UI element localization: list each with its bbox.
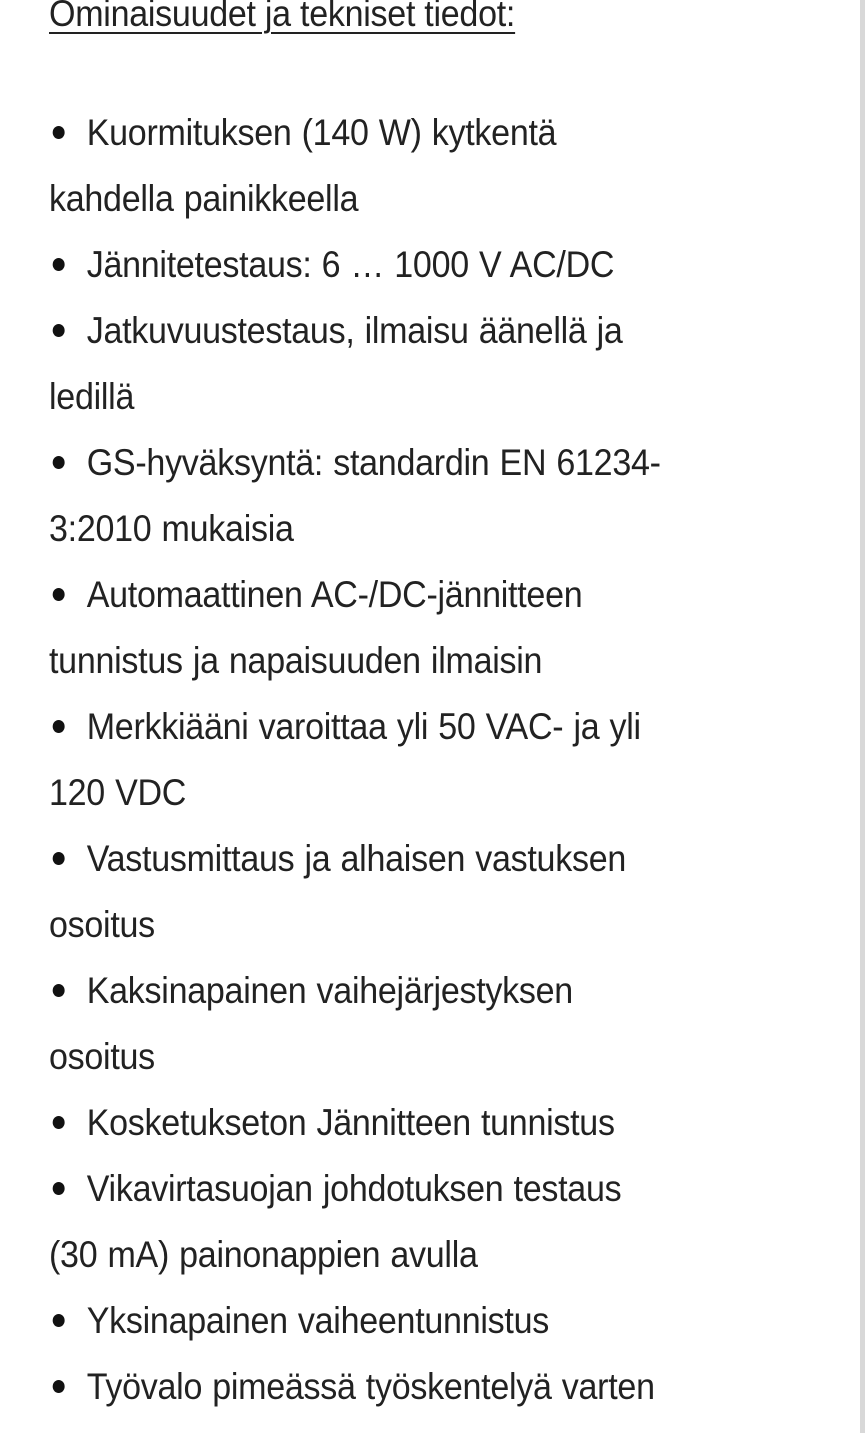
feature-text: Yksinapainen vaiheentunnistus bbox=[86, 1300, 549, 1341]
feature-text: Jatkuvuustestaus, ilmaisu äänellä ja bbox=[86, 310, 623, 351]
list-item bbox=[49, 1288, 767, 1354]
feature-list bbox=[49, 100, 829, 1420]
feature-text: Kaksinapainen vaihejärjestyksen bbox=[86, 970, 573, 1011]
list-item bbox=[49, 232, 767, 298]
list-item bbox=[49, 100, 767, 232]
feature-text: Vikavirtasuojan johdotuksen testaus bbox=[86, 1168, 622, 1209]
list-item bbox=[49, 298, 767, 430]
feature-text-continued: ledillä bbox=[49, 376, 135, 417]
list-item bbox=[49, 958, 767, 1090]
bullet-icon bbox=[53, 1116, 65, 1129]
bullet-icon bbox=[53, 324, 65, 337]
list-item bbox=[49, 1156, 767, 1288]
feature-text: Vastusmittaus ja alhaisen vastuksen bbox=[86, 838, 627, 879]
feature-text-continued: 120 VDC bbox=[49, 772, 187, 813]
feature-text-continued: kahdella painikkeella bbox=[49, 178, 359, 219]
feature-text: Merkkiääni varoittaa yli 50 VAC- ja yli bbox=[86, 706, 641, 747]
bullet-icon bbox=[53, 1182, 65, 1195]
feature-text: Työvalo pimeässä työskentelyä varten bbox=[86, 1366, 655, 1407]
bullet-icon bbox=[53, 588, 65, 601]
bullet-icon bbox=[53, 456, 65, 469]
bullet-icon bbox=[53, 126, 65, 139]
list-item bbox=[49, 694, 767, 826]
feature-text: Automaattinen AC-/DC-jännitteen bbox=[86, 574, 583, 615]
feature-text-continued: 3:2010 mukaisia bbox=[49, 508, 294, 549]
feature-text-continued: osoitus bbox=[49, 904, 155, 945]
feature-text-continued: tunnistus ja napaisuuden ilmaisin bbox=[49, 640, 543, 681]
feature-text: Jännitetestaus: 6 … 1000 V AC/DC bbox=[86, 244, 615, 285]
bullet-icon bbox=[53, 720, 65, 733]
list-item bbox=[49, 1354, 767, 1420]
feature-text: Kosketukseton Jännitteen tunnistus bbox=[86, 1102, 615, 1143]
feature-text-continued: (30 mA) painonappien avulla bbox=[49, 1234, 478, 1275]
list-item bbox=[49, 430, 767, 562]
feature-text: GS-hyväksyntä: standardin EN 61234- bbox=[86, 442, 661, 483]
list-item bbox=[49, 562, 767, 694]
feature-text: Kuormituksen (140 W) kytkentä bbox=[86, 112, 557, 153]
bullet-icon bbox=[53, 984, 65, 997]
bullet-icon bbox=[53, 1380, 65, 1393]
list-item bbox=[49, 1090, 767, 1156]
section-heading: Ominaisuudet ja tekniset tiedot: bbox=[49, 0, 516, 34]
list-item bbox=[49, 826, 767, 958]
bullet-icon bbox=[53, 1314, 65, 1327]
bullet-icon bbox=[53, 258, 65, 271]
bullet-icon bbox=[53, 852, 65, 865]
feature-text-continued: osoitus bbox=[49, 1036, 155, 1077]
scrollbar-track[interactable] bbox=[860, 0, 865, 1433]
